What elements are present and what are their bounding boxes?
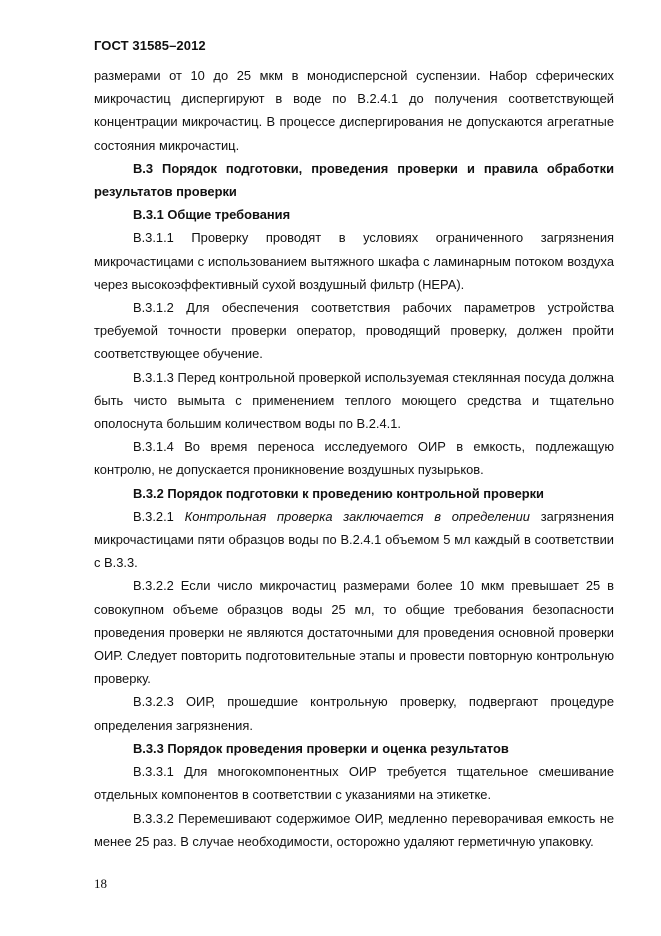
paragraph-b323: В.3.2.3 ОИР, прошедшие контрольную проверку, подвергают процедуре определения загрязнения.	[94, 694, 614, 733]
subsection-heading-b33: В.3.3 Порядок проведения проверки и оценка результатов	[133, 740, 509, 756]
paragraph-b322: В.3.2.2 Если число микрочастиц размерами более 10 мкм превышает 25 в совокупном объеме образцов воды 25 мл, то общие требования безопасности проведения проверки не являются достаточными для проведения основной проверки ОИР. Следует повторить подготовительные этапы и провести повторную контрольную проверку.	[94, 578, 614, 687]
section-heading-b3: В.3 Порядок подготовки, проведения проверки и правила обработки результатов проверки	[94, 160, 614, 200]
subsection-heading-b31: В.3.1 Общие требования	[133, 207, 291, 223]
paragraph-b314: В.3.1.4 Во время переноса исследуемого ОИР в емкость, подлежащую контролю, не допускается проникновение воздушных пузырьков.	[94, 439, 614, 478]
italic-definition: Контрольная проверка заключается в определении	[184, 508, 530, 524]
clause-number: В.3.2.1	[133, 508, 174, 524]
paragraph-b332: В.3.3.2 Перемешивают содержимое ОИР, медленно переворачивая емкость не менее 25 раз. В случае необходимости, осторожно удаляют герметичную упаковку.	[94, 810, 614, 849]
paragraph-continuation: размерами от 10 до 25 мкм в монодисперсной суспензии. Набор сферических микрочастиц диспергируют в воде по В.2.4.1 до получения соответствующей концентрации микрочастиц. В процессе диспергирования не допускаются агрегатные состояния микрочастиц.	[94, 68, 614, 153]
paragraph-b311: В.3.1.1 Проверку проводят в условиях ограниченного загрязнения микрочастицами с использованием вытяжного шкафа с ламинарным потоком воздуха через высокоэффективный сухой воздушный фильтр (НЕРА).	[94, 230, 614, 292]
clause-text: загрязнения микрочастицами пяти образцов воды по В.2.4.1 объемом 5 мл каждый в соответствии с В.3.3.	[94, 508, 614, 571]
paragraph-b321	[94, 505, 614, 575]
paragraph-b312: В.3.1.2 Для обеспечения соответствия рабочих параметров устройства требуемой точности проверки оператор, проводящий проверку, должен пройти соответствующее обучение.	[94, 300, 614, 362]
paragraph-b331: В.3.3.1 Для многокомпонентных ОИР требуется тщательное смешивание отдельных компонентов в соответствии с указаниями на этикетке.	[94, 764, 614, 803]
subsection-heading-b32: В.3.2 Порядок подготовки к проведению контрольной проверки	[133, 485, 544, 501]
standard-code-header: ГОСТ 31585–2012	[94, 38, 206, 53]
paragraph-b313: В.3.1.3 Перед контрольной проверкой используемая стеклянная посуда должна быть чисто вымыта с применением теплого моющего средства и тщательно ополоснута большим количеством воды по В.2.4.1.	[94, 369, 614, 432]
page-number: 18	[94, 876, 107, 891]
body-text	[94, 64, 614, 853]
